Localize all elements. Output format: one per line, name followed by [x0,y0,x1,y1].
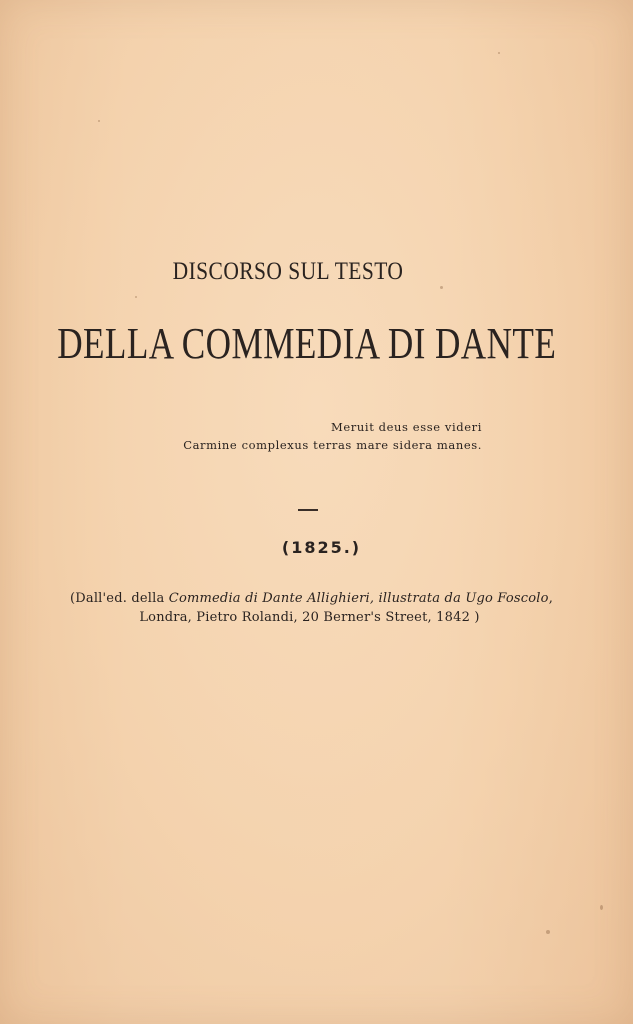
main-title: DELLA COMMEDIA DI DANTE [57,319,557,368]
paper-speck [135,296,137,298]
reference-italic-text: Commedia di Dante Allighieri, illustrata da Ugo Foscolo [168,591,549,606]
reference-text: (Dall'ed. della [69,591,169,606]
paper-speck [98,120,100,122]
reference-line-1 [0,591,628,606]
reference-text: , [548,591,554,606]
year: (1825.) [281,538,362,557]
epigraph-line-1: Meruit deus esse videri [331,420,482,434]
reference-line-2: Londra, Pietro Rolandi, 20 Berner's Street, 1842 ) [139,610,480,625]
separator-dash [298,509,318,511]
paper-speck [600,905,603,910]
subtitle: DISCORSO SUL TESTO [172,258,404,285]
paper-speck [546,930,550,934]
paper-speck [440,286,443,289]
epigraph-line-2: Carmine complexus terras mare sidera manes. [183,438,482,452]
paper-speck [498,52,500,54]
